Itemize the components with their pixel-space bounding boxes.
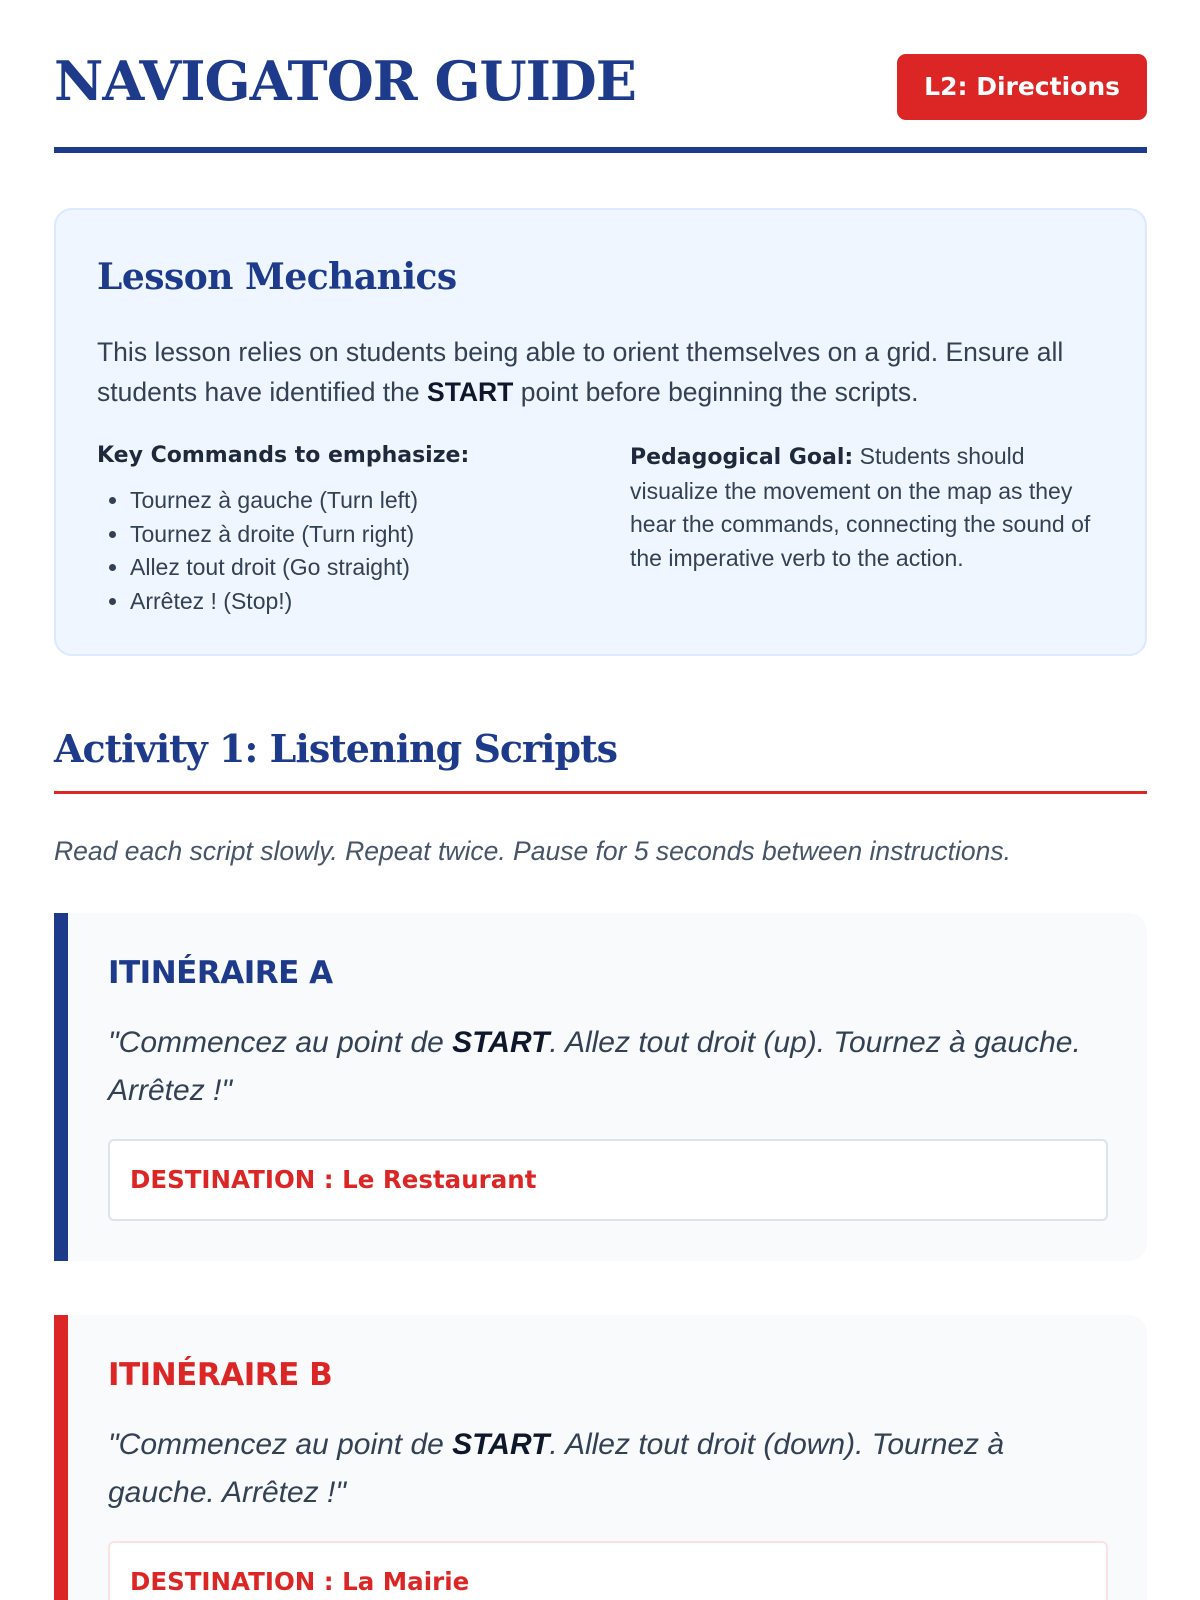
page-title: NAVIGATOR GUIDE <box>54 49 636 113</box>
key-commands-list <box>97 484 577 618</box>
script-start-keyword: START <box>452 1026 550 1059</box>
script-text <box>108 1019 1108 1115</box>
script-text-end: . Allez tout droit (up). Tournez à gauche. Arrêtez !" <box>108 1026 1081 1107</box>
mechanics-intro <box>97 332 1107 412</box>
list-item: • Tournez à droite (Turn right) <box>130 518 577 552</box>
destination-box: DESTINATION : Le Restaurant <box>108 1139 1108 1221</box>
list-item: • Arrêtez ! (Stop!) <box>130 585 577 619</box>
navigator-guide-page <box>54 0 1147 1596</box>
page-header <box>54 0 1147 153</box>
lesson-mechanics-panel <box>54 208 1147 656</box>
mechanics-title: Lesson Mechanics <box>97 256 457 298</box>
intro-start-keyword: START <box>427 377 514 407</box>
script-text-start: "Commencez au point de <box>108 1026 453 1059</box>
script-text-start: "Commencez au point de <box>108 1428 453 1461</box>
intro-text-start: This lesson relies on students being able to orient themselves on a grid. Ensure all students have identified the <box>97 337 1064 407</box>
activity-title: Activity 1: Listening Scripts <box>54 726 1147 794</box>
script-title: ITINÉRAIRE A <box>108 955 333 991</box>
script-start-keyword: START <box>452 1428 550 1461</box>
destination-box: DESTINATION : La Mairie <box>108 1541 1108 1600</box>
script-text-end: . Allez tout droit (down). Tournez à gauche. Arrêtez !" <box>108 1428 1005 1509</box>
script-text <box>108 1421 1108 1517</box>
pedagogical-goal <box>630 440 1110 575</box>
intro-text-end: point before beginning the scripts. <box>513 377 919 407</box>
list-item: • Tournez à gauche (Turn left) <box>130 484 577 518</box>
script-card-b <box>54 1315 1147 1600</box>
pedagogical-goal-label: Pedagogical Goal: <box>630 445 854 470</box>
activity-instructions: Read each script slowly. Repeat twice. Pause for 5 seconds between instructions. <box>54 836 1011 866</box>
script-card-a <box>54 913 1147 1261</box>
key-commands-column <box>97 440 577 618</box>
list-item: • Allez tout droit (Go straight) <box>130 551 577 585</box>
lesson-badge: L2: Directions <box>897 54 1147 120</box>
pedagogical-goal-text: Students should visualize the movement on the map as they hear the commands, connecting the sound of the imperative verb to the action. <box>630 443 1091 571</box>
script-title: ITINÉRAIRE B <box>108 1357 333 1393</box>
key-commands-heading: Key Commands to emphasize: <box>97 443 470 468</box>
